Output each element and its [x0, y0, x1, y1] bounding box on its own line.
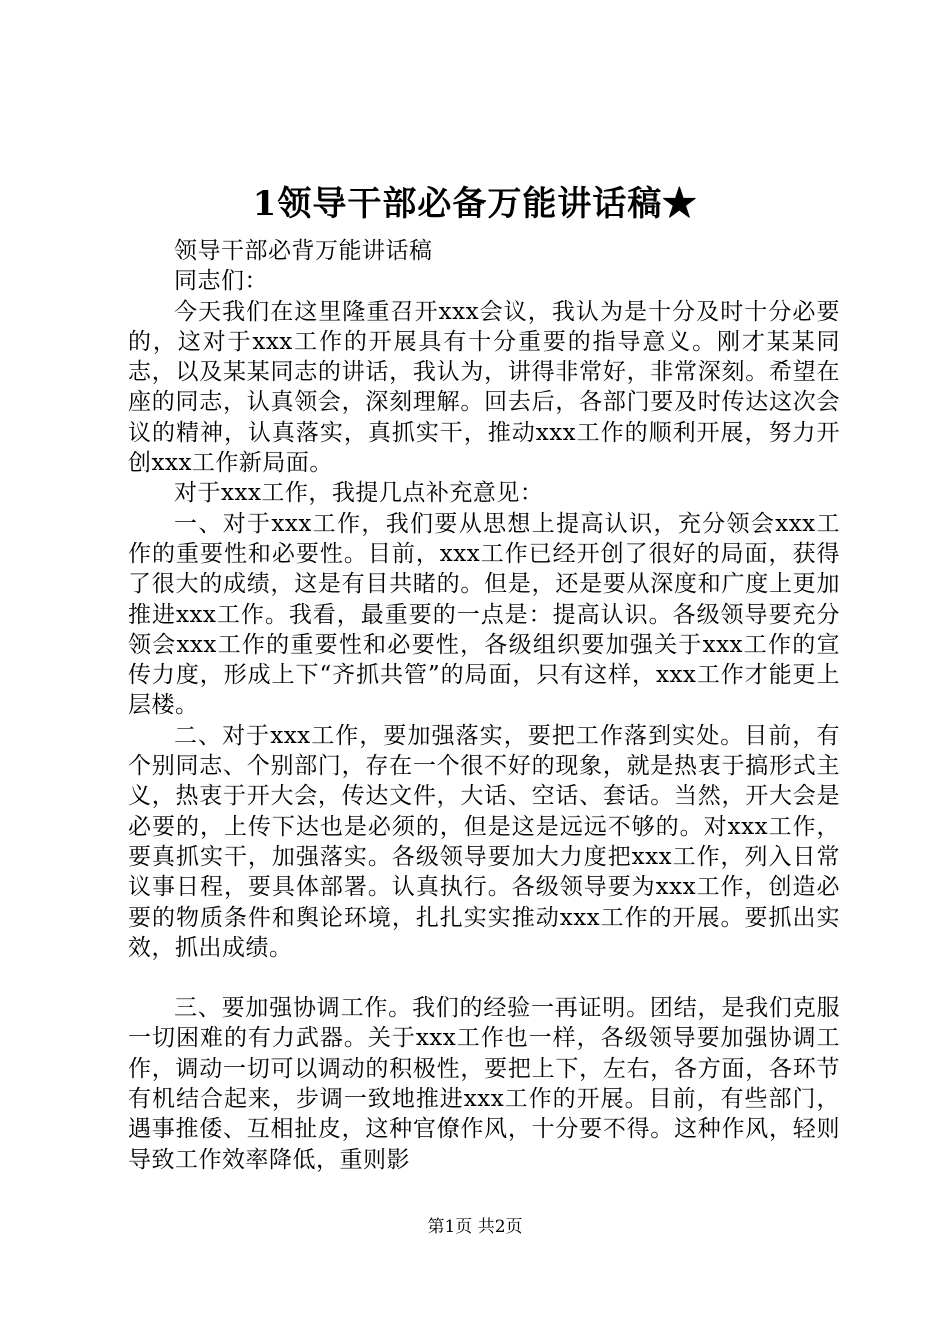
document-title: 1领导干部必备万能讲话稿★: [252, 184, 698, 224]
subtitle-paragraph: 领导干部必背万能讲话稿: [174, 238, 433, 264]
point-one-paragraph: 一、对于xxx工作，我们要从思想上提高认识，充分领会xxx工作的重要性和必要性。目前，xxx工作已经开创了很好的局面，获得了很大的成绩，这是有目共睹的。但是，还是要从深度和广度上更加推进xxx工作。我看，最重要的一点是：提高认识。各级领导要充分领会xxx工作的重要性和必要性，各级组织要加强关于xxx工作的宣传力度，形成上下“齐抓共管”的局面，只有这样，xxx工作才能更上层楼。: [128, 510, 840, 719]
intro-paragraph: 今天我们在这里隆重召开xxx会议，我认为是十分及时十分必要的，这对于xxx工作的开展具有十分重要的指导意义。刚才某某同志，以及某某同志的讲话，我认为，讲得非常好，非常深刻。希望在座的同志，认真领会，深刻理解。回去后，各部门要及时传达这次会议的精神，认真落实，真抓实干，推动xxx工作的顺利开展，努力开创xxx工作新局面。: [128, 298, 840, 477]
document-body: [128, 236, 840, 1175]
salutation-paragraph: 同志们：: [174, 268, 268, 295]
transition-paragraph: 对于xxx工作，我提几点补充意见：: [174, 480, 544, 507]
page-number-footer: 第1页 共2页: [427, 1217, 523, 1237]
point-three-paragraph: 三、要加强协调工作。我们的经验一再证明。团结，是我们克服一切困难的有力武器。关于xxx工作也一样，各级领导要加强协调工作，调动一切可以调动的积极性，要把上下，左右，各方面，各环节有机结合起来，步调一致地推进xxx工作的开展。目前，有些部门，遇事推倭、互相扯皮，这种官僚作风，十分要不得。这种作风，轻则导致工作效率降低，重则影: [128, 995, 840, 1173]
point-two-paragraph: 二、对于xxx工作，要加强落实，要把工作落到实处。目前，有个别同志、个别部门，存在一个很不好的现象，就是热衷于搞形式主义，热衷于开大会，传达文件，大话、空话、套话。当然，开大会是必要的，上传下达也是必须的，但是这是远远不够的。对xxx工作，要真抓实干，加强落实。各级领导要加大力度把xxx工作，列入日常议事日程，要具体部署。认真执行。各级领导要为xxx工作，创造必要的物质条件和舆论环境，扎扎实实推动xxx工作的开展。要抓出实效，抓出成绩。: [128, 722, 840, 961]
